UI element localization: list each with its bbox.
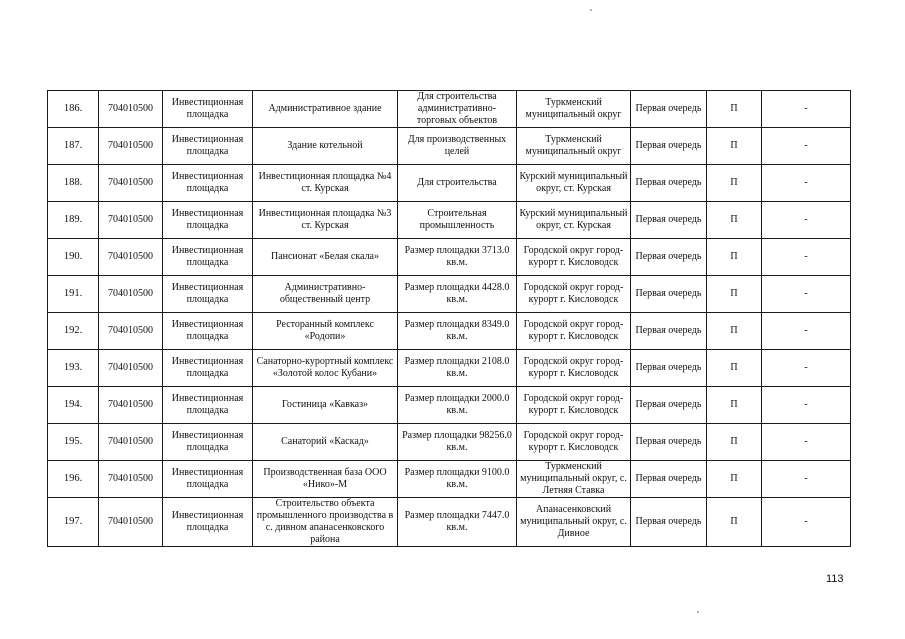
note-cell: -: [762, 239, 851, 276]
mark-cell: П: [707, 424, 762, 461]
site-name-cell: Административно-общественный центр: [253, 276, 398, 313]
location-cell: Туркменский муниципальный округ, с. Летняя Ставка: [517, 461, 631, 498]
location-cell: Городской округ город-курорт г. Кисловодск: [517, 424, 631, 461]
location-cell: Туркменский муниципальный округ: [517, 91, 631, 128]
table-row: [48, 498, 851, 547]
note-cell: -: [762, 387, 851, 424]
mark-cell: П: [707, 165, 762, 202]
table-row: [48, 350, 851, 387]
mark-cell: П: [707, 91, 762, 128]
note-cell: -: [762, 128, 851, 165]
code-cell: 704010500: [99, 350, 163, 387]
note-cell: -: [762, 350, 851, 387]
priority-cell: Первая очередь: [631, 202, 707, 239]
site-name-cell: Производственная база ООО «Нико»-М: [253, 461, 398, 498]
location-cell: Курский муниципальный округ, ст. Курская: [517, 202, 631, 239]
site-type-cell: Инвестиционная площадка: [163, 424, 253, 461]
site-name-cell: Санаторно-курортный комплекс «Золотой колос Кубани»: [253, 350, 398, 387]
priority-cell: Первая очередь: [631, 165, 707, 202]
scan-speck: [697, 611, 699, 613]
purpose-cell: Для строительства административно-торговых объектов: [398, 91, 517, 128]
priority-cell: Первая очередь: [631, 424, 707, 461]
table-row: [48, 165, 851, 202]
page-number: 113: [826, 573, 844, 585]
mark-cell: П: [707, 350, 762, 387]
priority-cell: Первая очередь: [631, 128, 707, 165]
location-cell: Городской округ город-курорт г. Кисловодск: [517, 239, 631, 276]
note-cell: -: [762, 461, 851, 498]
table-row: [48, 387, 851, 424]
priority-cell: Первая очередь: [631, 461, 707, 498]
priority-cell: Первая очередь: [631, 239, 707, 276]
purpose-cell: Размер площадки 8349.0 кв.м.: [398, 313, 517, 350]
table-row: [48, 424, 851, 461]
purpose-cell: Размер площадки 4428.0 кв.м.: [398, 276, 517, 313]
priority-cell: Первая очередь: [631, 91, 707, 128]
location-cell: Городской округ город-курорт г. Кисловодск: [517, 350, 631, 387]
purpose-cell: Размер площадки 7447.0 кв.м.: [398, 498, 517, 547]
code-cell: 704010500: [99, 165, 163, 202]
scan-speck: [590, 9, 592, 11]
note-cell: -: [762, 424, 851, 461]
note-cell: -: [762, 202, 851, 239]
site-name-cell: Инвестиционная площадка №4 ст. Курская: [253, 165, 398, 202]
location-cell: Городской округ город-курорт г. Кисловодск: [517, 387, 631, 424]
purpose-cell: Размер площадки 9100.0 кв.м.: [398, 461, 517, 498]
note-cell: -: [762, 91, 851, 128]
mark-cell: П: [707, 128, 762, 165]
mark-cell: П: [707, 276, 762, 313]
mark-cell: П: [707, 313, 762, 350]
site-type-cell: Инвестиционная площадка: [163, 91, 253, 128]
site-name-cell: Санаторий «Каскад»: [253, 424, 398, 461]
code-cell: 704010500: [99, 276, 163, 313]
purpose-cell: Для строительства: [398, 165, 517, 202]
site-type-cell: Инвестиционная площадка: [163, 461, 253, 498]
row-number-cell: 186.: [48, 91, 99, 128]
priority-cell: Первая очередь: [631, 350, 707, 387]
code-cell: 704010500: [99, 387, 163, 424]
row-number-cell: 194.: [48, 387, 99, 424]
site-type-cell: Инвестиционная площадка: [163, 276, 253, 313]
mark-cell: П: [707, 498, 762, 547]
site-name-cell: Строительство объекта промышленного производства в с. дивном апанасенковского района: [253, 498, 398, 547]
location-cell: Апанасенковский муниципальный округ, с. Дивное: [517, 498, 631, 547]
mark-cell: П: [707, 202, 762, 239]
note-cell: -: [762, 276, 851, 313]
purpose-cell: Для производственных целей: [398, 128, 517, 165]
note-cell: -: [762, 165, 851, 202]
site-type-cell: Инвестиционная площадка: [163, 350, 253, 387]
table-row: [48, 202, 851, 239]
investment-sites-table: [47, 90, 851, 547]
location-cell: Туркменский муниципальный округ: [517, 128, 631, 165]
mark-cell: П: [707, 239, 762, 276]
priority-cell: Первая очередь: [631, 313, 707, 350]
code-cell: 704010500: [99, 91, 163, 128]
row-number-cell: 195.: [48, 424, 99, 461]
note-cell: -: [762, 313, 851, 350]
row-number-cell: 190.: [48, 239, 99, 276]
code-cell: 704010500: [99, 498, 163, 547]
site-name-cell: Инвестиционная площадка №3 ст. Курская: [253, 202, 398, 239]
row-number-cell: 192.: [48, 313, 99, 350]
table-row: [48, 276, 851, 313]
site-type-cell: Инвестиционная площадка: [163, 313, 253, 350]
row-number-cell: 188.: [48, 165, 99, 202]
site-type-cell: Инвестиционная площадка: [163, 498, 253, 547]
table-row: [48, 128, 851, 165]
row-number-cell: 193.: [48, 350, 99, 387]
priority-cell: Первая очередь: [631, 387, 707, 424]
row-number-cell: 191.: [48, 276, 99, 313]
mark-cell: П: [707, 461, 762, 498]
purpose-cell: Размер площадки 2000.0 кв.м.: [398, 387, 517, 424]
code-cell: 704010500: [99, 128, 163, 165]
row-number-cell: 196.: [48, 461, 99, 498]
site-name-cell: Пансионат «Белая скала»: [253, 239, 398, 276]
site-type-cell: Инвестиционная площадка: [163, 128, 253, 165]
code-cell: 704010500: [99, 461, 163, 498]
mark-cell: П: [707, 387, 762, 424]
code-cell: 704010500: [99, 239, 163, 276]
location-cell: Курский муниципальный округ, ст. Курская: [517, 165, 631, 202]
table-row: [48, 239, 851, 276]
site-name-cell: Здание котельной: [253, 128, 398, 165]
purpose-cell: Размер площадки 98256.0 кв.м.: [398, 424, 517, 461]
table-row: [48, 91, 851, 128]
site-type-cell: Инвестиционная площадка: [163, 387, 253, 424]
purpose-cell: Размер площадки 2108.0 кв.м.: [398, 350, 517, 387]
row-number-cell: 197.: [48, 498, 99, 547]
table-body: [48, 91, 851, 547]
row-number-cell: 189.: [48, 202, 99, 239]
site-name-cell: Ресторанный комплекс «Родопи»: [253, 313, 398, 350]
site-type-cell: Инвестиционная площадка: [163, 165, 253, 202]
note-cell: -: [762, 498, 851, 547]
priority-cell: Первая очередь: [631, 498, 707, 547]
site-type-cell: Инвестиционная площадка: [163, 239, 253, 276]
site-type-cell: Инвестиционная площадка: [163, 202, 253, 239]
site-name-cell: Административное здание: [253, 91, 398, 128]
code-cell: 704010500: [99, 424, 163, 461]
purpose-cell: Строительная промышленность: [398, 202, 517, 239]
table-row: [48, 461, 851, 498]
location-cell: Городской округ город-курорт г. Кисловодск: [517, 276, 631, 313]
code-cell: 704010500: [99, 202, 163, 239]
location-cell: Городской округ город-курорт г. Кисловодск: [517, 313, 631, 350]
code-cell: 704010500: [99, 313, 163, 350]
priority-cell: Первая очередь: [631, 276, 707, 313]
table-row: [48, 313, 851, 350]
row-number-cell: 187.: [48, 128, 99, 165]
site-name-cell: Гостиница «Кавказ»: [253, 387, 398, 424]
purpose-cell: Размер площадки 3713.0 кв.м.: [398, 239, 517, 276]
